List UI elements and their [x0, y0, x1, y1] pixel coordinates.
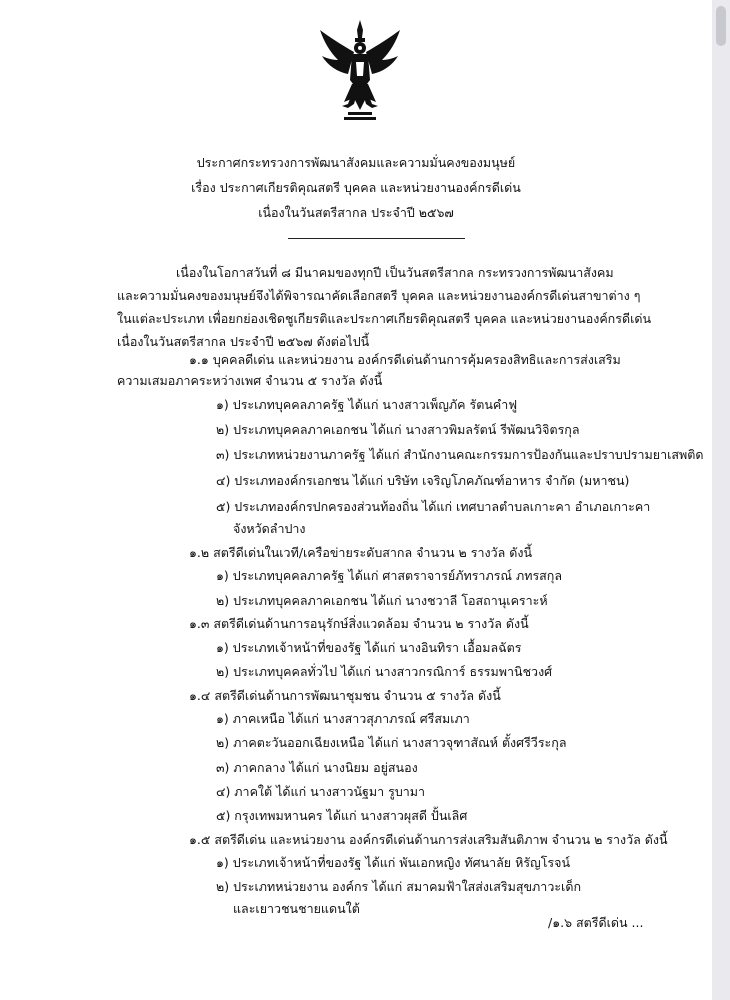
award-item: ๑) ประเภทบุคคลภาครัฐ ได้แก่ ศาสตราจารย์ภัทราภรณ์ ภทรสกุล: [216, 568, 563, 583]
intro-line: และความมั่นคงของมนุษย์จึงได้พิจารณาคัดเลือกสตรี บุคคล และหน่วยงานองค์กรดีเด่นสาขาต่าง ๆ: [117, 288, 641, 303]
section-heading: ๑.๕ สตรีดีเด่น และหน่วยงาน องค์กรดีเด่นด้านการส่งเสริมสันติภาพ จำนวน ๒ รางวัล ดังนี้: [189, 832, 668, 847]
award-item: ๓) ประเภทหน่วยงานภาครัฐ ได้แก่ สำนักงานคณะกรรมการป้องกันและปราบปรามยาเสพติด: [216, 447, 704, 462]
scrollbar-thumb[interactable]: [716, 6, 726, 46]
award-item: ๒) ประเภทบุคคลภาคเอกชน ได้แก่ นางสาวพิมลรัตน์ รีพัฒนวิจิตรกุล: [216, 422, 580, 437]
announcement-occasion: เนื่องในวันสตรีสากล ประจำปี ๒๕๖๗: [258, 205, 454, 220]
garuda-emblem: [318, 18, 402, 122]
section-heading-continued: ความเสมอภาคระหว่างเพศ จำนวน ๕ รางวัล ดังนี้: [117, 373, 383, 388]
intro-line: เนื่องในวันสตรีสากล ประจำปี ๒๕๖๗ ดังต่อไปนี้: [117, 334, 370, 349]
award-item-continued: จังหวัดลำปาง: [233, 521, 306, 536]
award-item: ๕) ประเภทองค์กรปกครองส่วนท้องถิ่น ได้แก่ เทศบาลตำบลเกาะคา อำเภอเกาะคา: [216, 499, 651, 514]
announcement-title: ประกาศกระทรวงการพัฒนาสังคมและความมั่นคงของมนุษย์: [196, 155, 516, 170]
section-heading: ๑.๔ สตรีดีเด่นด้านการพัฒนาชุมชน จำนวน ๕ รางวัล ดังนี้: [189, 688, 501, 703]
award-item: ๑) ภาคเหนือ ได้แก่ นางสาวสุภาภรณ์ ศรีสมเภา: [216, 711, 470, 726]
award-item: ๒) ภาคตะวันออกเฉียงเหนือ ได้แก่ นางสาวจุฑาสัณห์ ตั้งศรีวีระกุล: [216, 735, 567, 750]
award-item: ๔) ภาคใต้ ได้แก่ นางสาวนัฐมา รูบามา: [216, 784, 426, 799]
award-item: ๑) ประเภทเจ้าหน้าที่ของรัฐ ได้แก่ นางอินทิรา เอื้อมลฉัตร: [216, 640, 522, 655]
intro-line: ในแต่ละประเภท เพื่อยกย่องเชิดชูเกียรติและประกาศเกียรติคุณสตรี บุคคล และหน่วยงานองค์กรดีเด่น: [117, 311, 652, 326]
section-heading: ๑.๒ สตรีดีเด่นในเวที/เครือข่ายระดับสากล จำนวน ๒ รางวัล ดังนี้: [189, 545, 532, 560]
award-item: ๑) ประเภทบุคคลภาครัฐ ได้แก่ นางสาวเพ็ญภัค รัตนคำฟู: [216, 397, 518, 412]
award-item: ๓) ภาคกลาง ได้แก่ นางนิยม อยู่สนอง: [216, 760, 418, 775]
award-item: ๒) ประเภทบุคคลภาคเอกชน ได้แก่ นางชวาลี โอสถานุเคราะห์: [216, 593, 548, 608]
award-item: ๒) ประเภทบุคคลทั่วไป ได้แก่ นางสาวกรณิการ์ ธรรมพานิชวงศ์: [216, 664, 553, 679]
award-item: ๔) ประเภทองค์กรเอกชน ได้แก่ บริษัท เจริญโภคภัณฑ์อาหาร จำกัด (มหาชน): [216, 473, 630, 488]
title-divider: [288, 238, 465, 239]
award-item: ๑) ประเภทเจ้าหน้าที่ของรัฐ ได้แก่ พันเอกหญิง ทัศนาลัย หิรัญโรจน์: [216, 855, 570, 870]
section-heading: ๑.๑ บุคคลดีเด่น และหน่วยงาน องค์กรดีเด่นด้านการคุ้มครองสิทธิและการส่งเสริม: [189, 352, 621, 367]
section-heading: ๑.๓ สตรีดีเด่นด้านการอนุรักษ์สิ่งแวดล้อม จำนวน ๒ รางวัล ดังนี้: [189, 616, 529, 631]
award-item-continued: และเยาวชนชายแดนใต้: [233, 901, 360, 916]
announcement-subject: เรื่อง ประกาศเกียรติคุณสตรี บุคคล และหน่วยงานองค์กรดีเด่น: [191, 180, 521, 195]
intro-line: เนื่องในโอกาสวันที่ ๘ มีนาคมของทุกปี เป็นวันสตรีสากล กระทรวงการพัฒนาสังคม: [176, 265, 614, 280]
award-item: ๒) ประเภทหน่วยงาน องค์กร ได้แก่ สมาคมฟ้าใสส่งเสริมสุขภาวะเด็ก: [216, 879, 582, 894]
award-item: ๕) กรุงเทพมหานคร ได้แก่ นางสาวผุสดี ปั้นเลิศ: [216, 808, 468, 823]
vertical-scrollbar[interactable]: [712, 0, 730, 1000]
continuation-note: /๑.๖ สตรีดีเด่น ...: [548, 915, 644, 930]
